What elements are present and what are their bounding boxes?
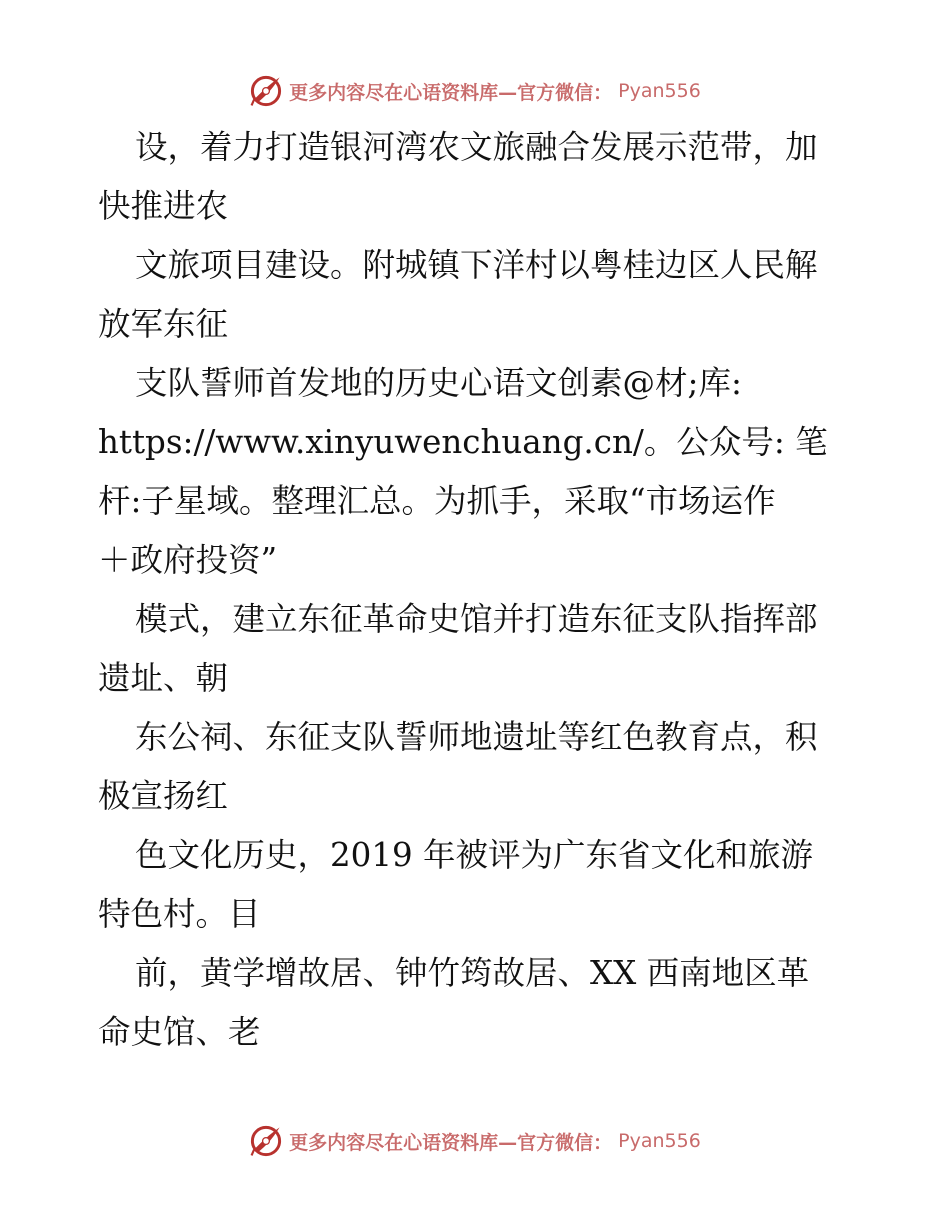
document-body	[98, 118, 858, 1062]
text-line: 极宣扬红	[98, 777, 229, 815]
header-banner-text: 更多内容尽在心语资料库—官方微信：	[289, 81, 613, 104]
text-line: 设，着力打造银河湾农文旅融合发展示范带，加	[135, 128, 818, 166]
quill-pen-logo-icon	[249, 74, 283, 108]
text-line: 快推进农	[98, 187, 229, 225]
text-line: 东公祠、东征支队誓师地遗址等红色教育点，积	[135, 718, 818, 756]
text-line: 特色村。目	[98, 895, 261, 933]
quill-pen-logo-icon	[249, 1124, 283, 1158]
text-line: 命史馆、老	[98, 1013, 261, 1051]
footer-wechat-id: Pyan556	[618, 1130, 701, 1152]
text-line: 支队誓师首发地的历史心语文创素@材;库:	[135, 364, 742, 402]
text-line: 模式，建立东征革命史馆并打造东征支队指挥部	[135, 600, 818, 638]
text-line: 放军东征	[98, 305, 229, 343]
text-line: 杆:子星域。整理汇总。为抓手，采取“市场运作	[98, 482, 776, 520]
text-line: 文旅项目建设。附城镇下洋村以粤桂边区人民解	[135, 246, 818, 284]
text-line: ＋政府投资”	[98, 541, 278, 579]
header-wechat-id: Pyan556	[618, 80, 701, 102]
footer-banner	[0, 1121, 950, 1161]
footer-banner-text: 更多内容尽在心语资料库—官方微信：	[289, 1131, 613, 1154]
text-line: 前，黄学增故居、钟竹筠故居、XX 西南地区革	[135, 954, 810, 992]
text-line: 遗址、朝	[98, 659, 229, 697]
text-line: https://www.xinyuwenchuang.cn/。公众号: 笔	[98, 423, 828, 461]
header-banner	[0, 71, 950, 111]
text-line: 色文化历史，2019 年被评为广东省文化和旅游	[135, 836, 814, 874]
